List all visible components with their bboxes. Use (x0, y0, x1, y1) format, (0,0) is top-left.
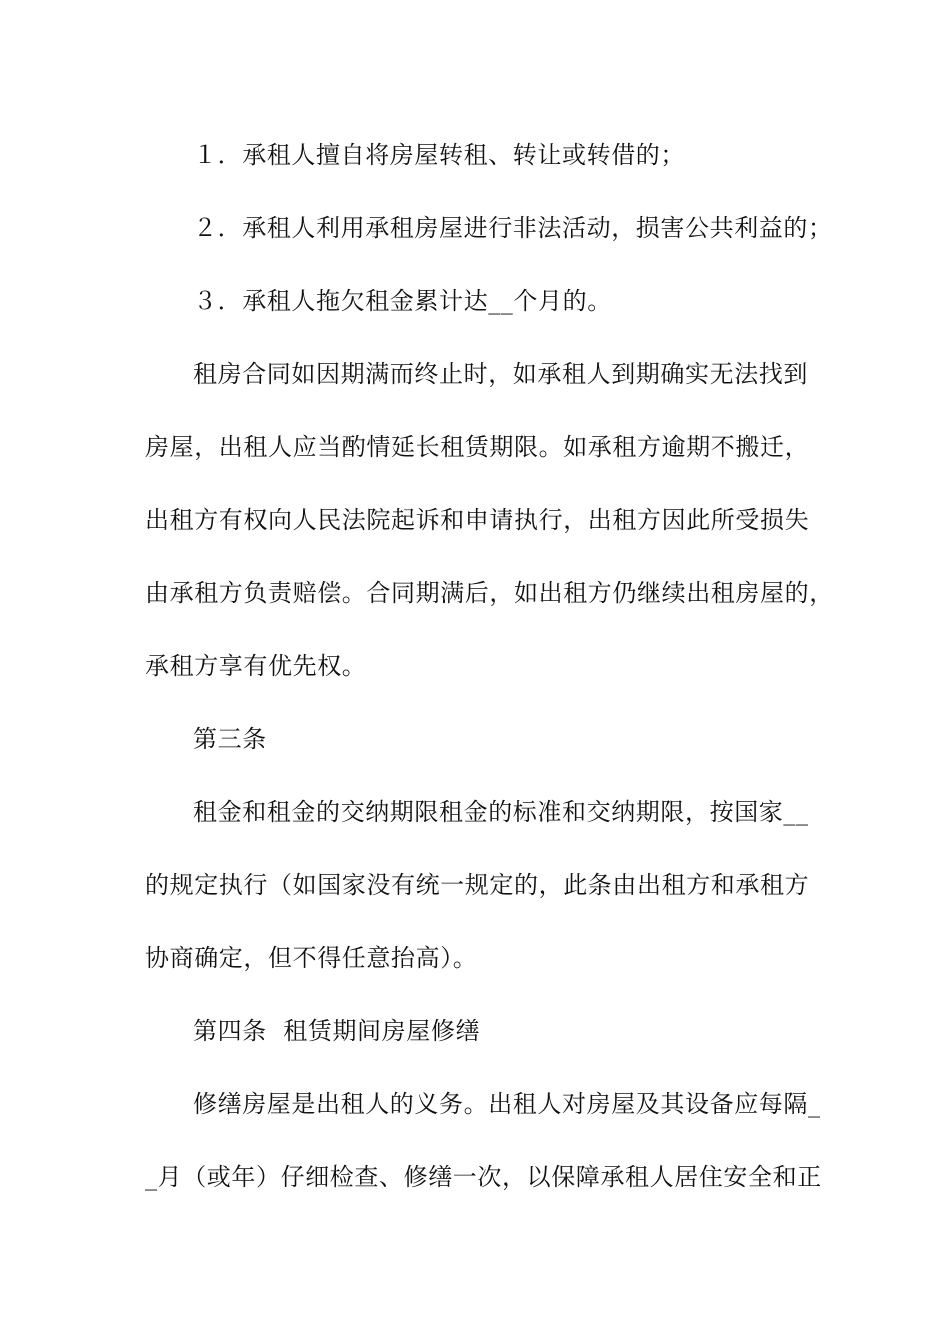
paragraph-line: _月（或年）仔细检查、修缮一次，以保障承租人居住安全和正 (145, 1163, 822, 1191)
paragraph-line: 协商确定，但不得任意抬高）。 (145, 944, 478, 972)
clause-item-3: ３．承租人拖欠租金累计达__个月的。 (193, 287, 612, 315)
paragraph-line: 由承租方负责赔偿。合同期满后，如出租方仍继续出租房屋的， (145, 579, 834, 607)
paragraph-line: 租房合同如因期满而终止时，如承租人到期确实无法找到 (193, 360, 808, 388)
paragraph-line: 承租方享有优先权。 (145, 652, 367, 680)
paragraph-line: 出租方有权向人民法院起诉和申请执行，出租方因此所受损失 (145, 506, 810, 534)
article-heading-3: 第三条 (193, 725, 267, 753)
clause-item-1: １．承租人擅自将房屋转租、转让或转借的； (193, 141, 685, 169)
paragraph-line: 房屋，出租人应当酌情延长租赁期限。如承租方逾期不搬迁， (145, 433, 810, 461)
paragraph-line: 的规定执行（如国家没有统一规定的，此条由出租方和承租方 (145, 871, 810, 899)
article-heading-4: 第四条 租赁期间房屋修缮 (193, 1017, 481, 1045)
paragraph-line: 租金和租金的交纳期限租金的标准和交纳期限，按国家__ (193, 798, 809, 826)
clause-item-2: ２．承租人利用承租房屋进行非法活动，损害公共利益的； (193, 214, 833, 242)
paragraph-line: 修缮房屋是出租人的义务。出租人对房屋及其设备应每隔_ (193, 1090, 821, 1118)
